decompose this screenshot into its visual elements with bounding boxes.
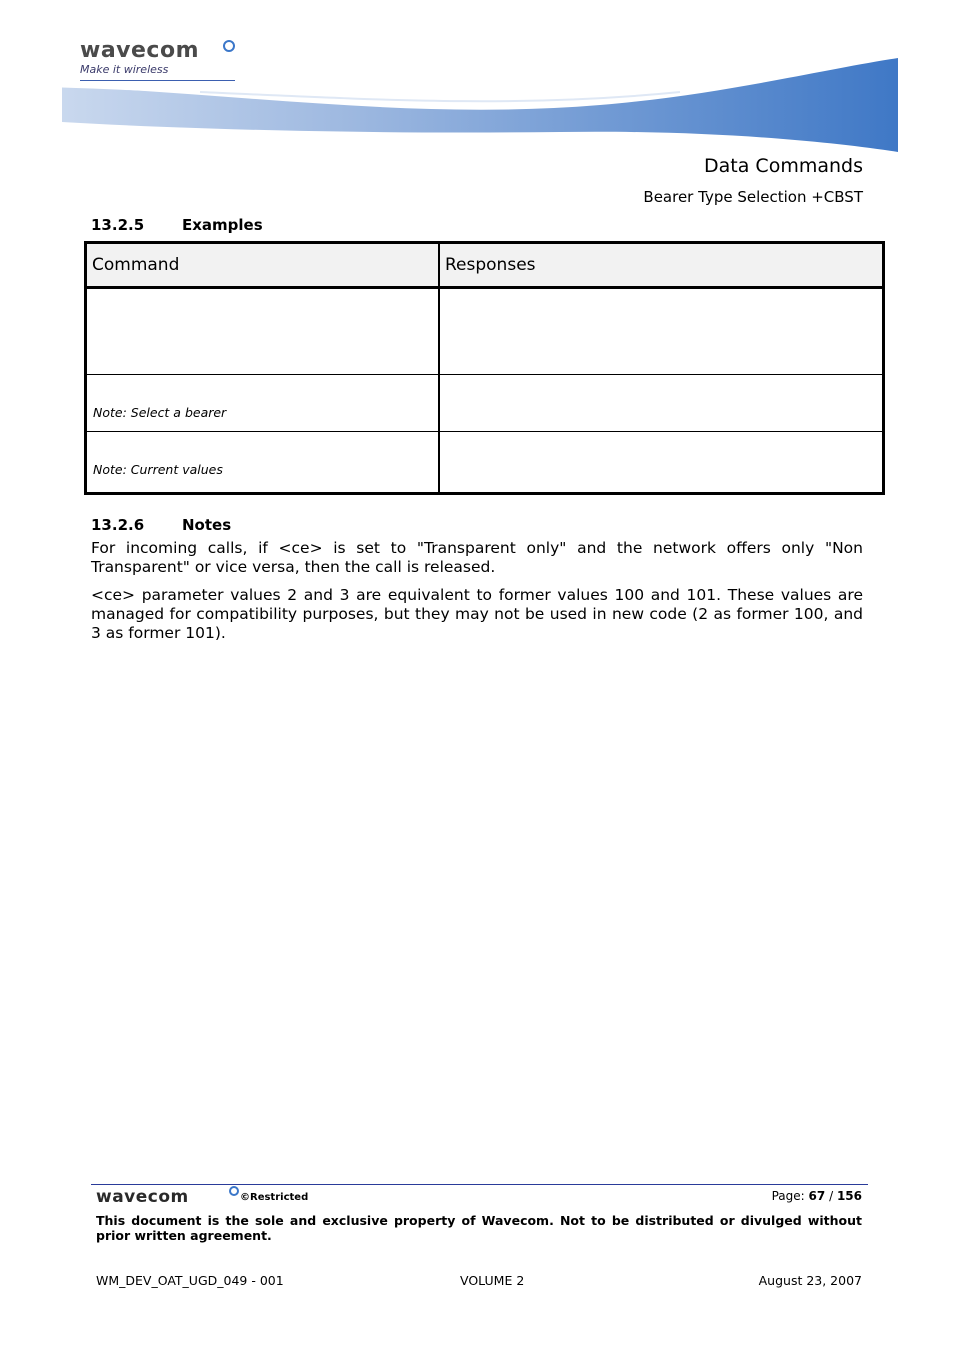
page-number [772,1189,862,1203]
table-row [87,289,882,375]
section-subtitle: Bearer Type Selection +CBST [643,188,863,206]
wavecom-logo [80,38,250,88]
footer-disclaimer: This document is the sole and exclusive property of Wavecom. Not to be distributed or divulged without prior written agreement. [96,1213,862,1243]
examples-table [84,241,885,495]
notes-paragraph: For incoming calls, if <ce> is set to "Transparent only" and the network offers only "Non Transparent" or vice versa, then the call is released. [91,539,863,576]
header-cell-command [87,244,438,286]
logo-brand: wavecom [80,38,200,63]
column-header-responses: Responses [445,255,536,275]
footer-logo: wavecom [96,1187,189,1207]
logo-swirl-icon [223,40,235,52]
response-cell [438,432,882,492]
document-date: August 23, 2007 [758,1273,862,1288]
footer-rule [91,1184,868,1185]
page-label: Page: [771,1189,805,1203]
response-cell [438,375,882,431]
footer-logo-swirl-icon [229,1186,239,1196]
document-reference: WM_DEV_OAT_UGD_049 - 001 [96,1273,284,1288]
chapter-title: Data Commands [704,155,863,177]
table-row [87,432,882,492]
header-cell-responses [438,244,882,286]
footer-restricted: ©Restricted [240,1192,309,1203]
volume-label: VOLUME 2 [460,1273,525,1288]
command-note: Note: Current values [93,462,223,477]
command-cell [87,289,438,374]
examples-number: 13.2.5 [91,216,145,234]
page-total: 156 [836,1189,862,1203]
page-separator: / [829,1189,834,1203]
response-cell [438,289,882,374]
command-note: Note: Select a bearer [93,405,227,420]
examples-heading [91,216,263,234]
notes-heading [91,516,231,534]
table-header-row [87,244,882,289]
notes-number: 13.2.6 [91,516,145,534]
notes-title: Notes [182,516,232,534]
logo-tagline: Make it wireless [80,63,169,76]
table-row [87,375,882,432]
command-cell [87,375,438,431]
logo-underline [80,80,235,81]
column-header-command: Command [92,255,180,275]
command-cell [87,432,438,492]
examples-title: Examples [182,216,263,234]
notes-paragraph: <ce> parameter values 2 and 3 are equivalent to former values 100 and 101. These values are managed for compatibility purposes, but they may not be used in new code (2 as former 100, and 3 as former 101). [91,586,863,642]
page-current: 67 [808,1189,826,1203]
